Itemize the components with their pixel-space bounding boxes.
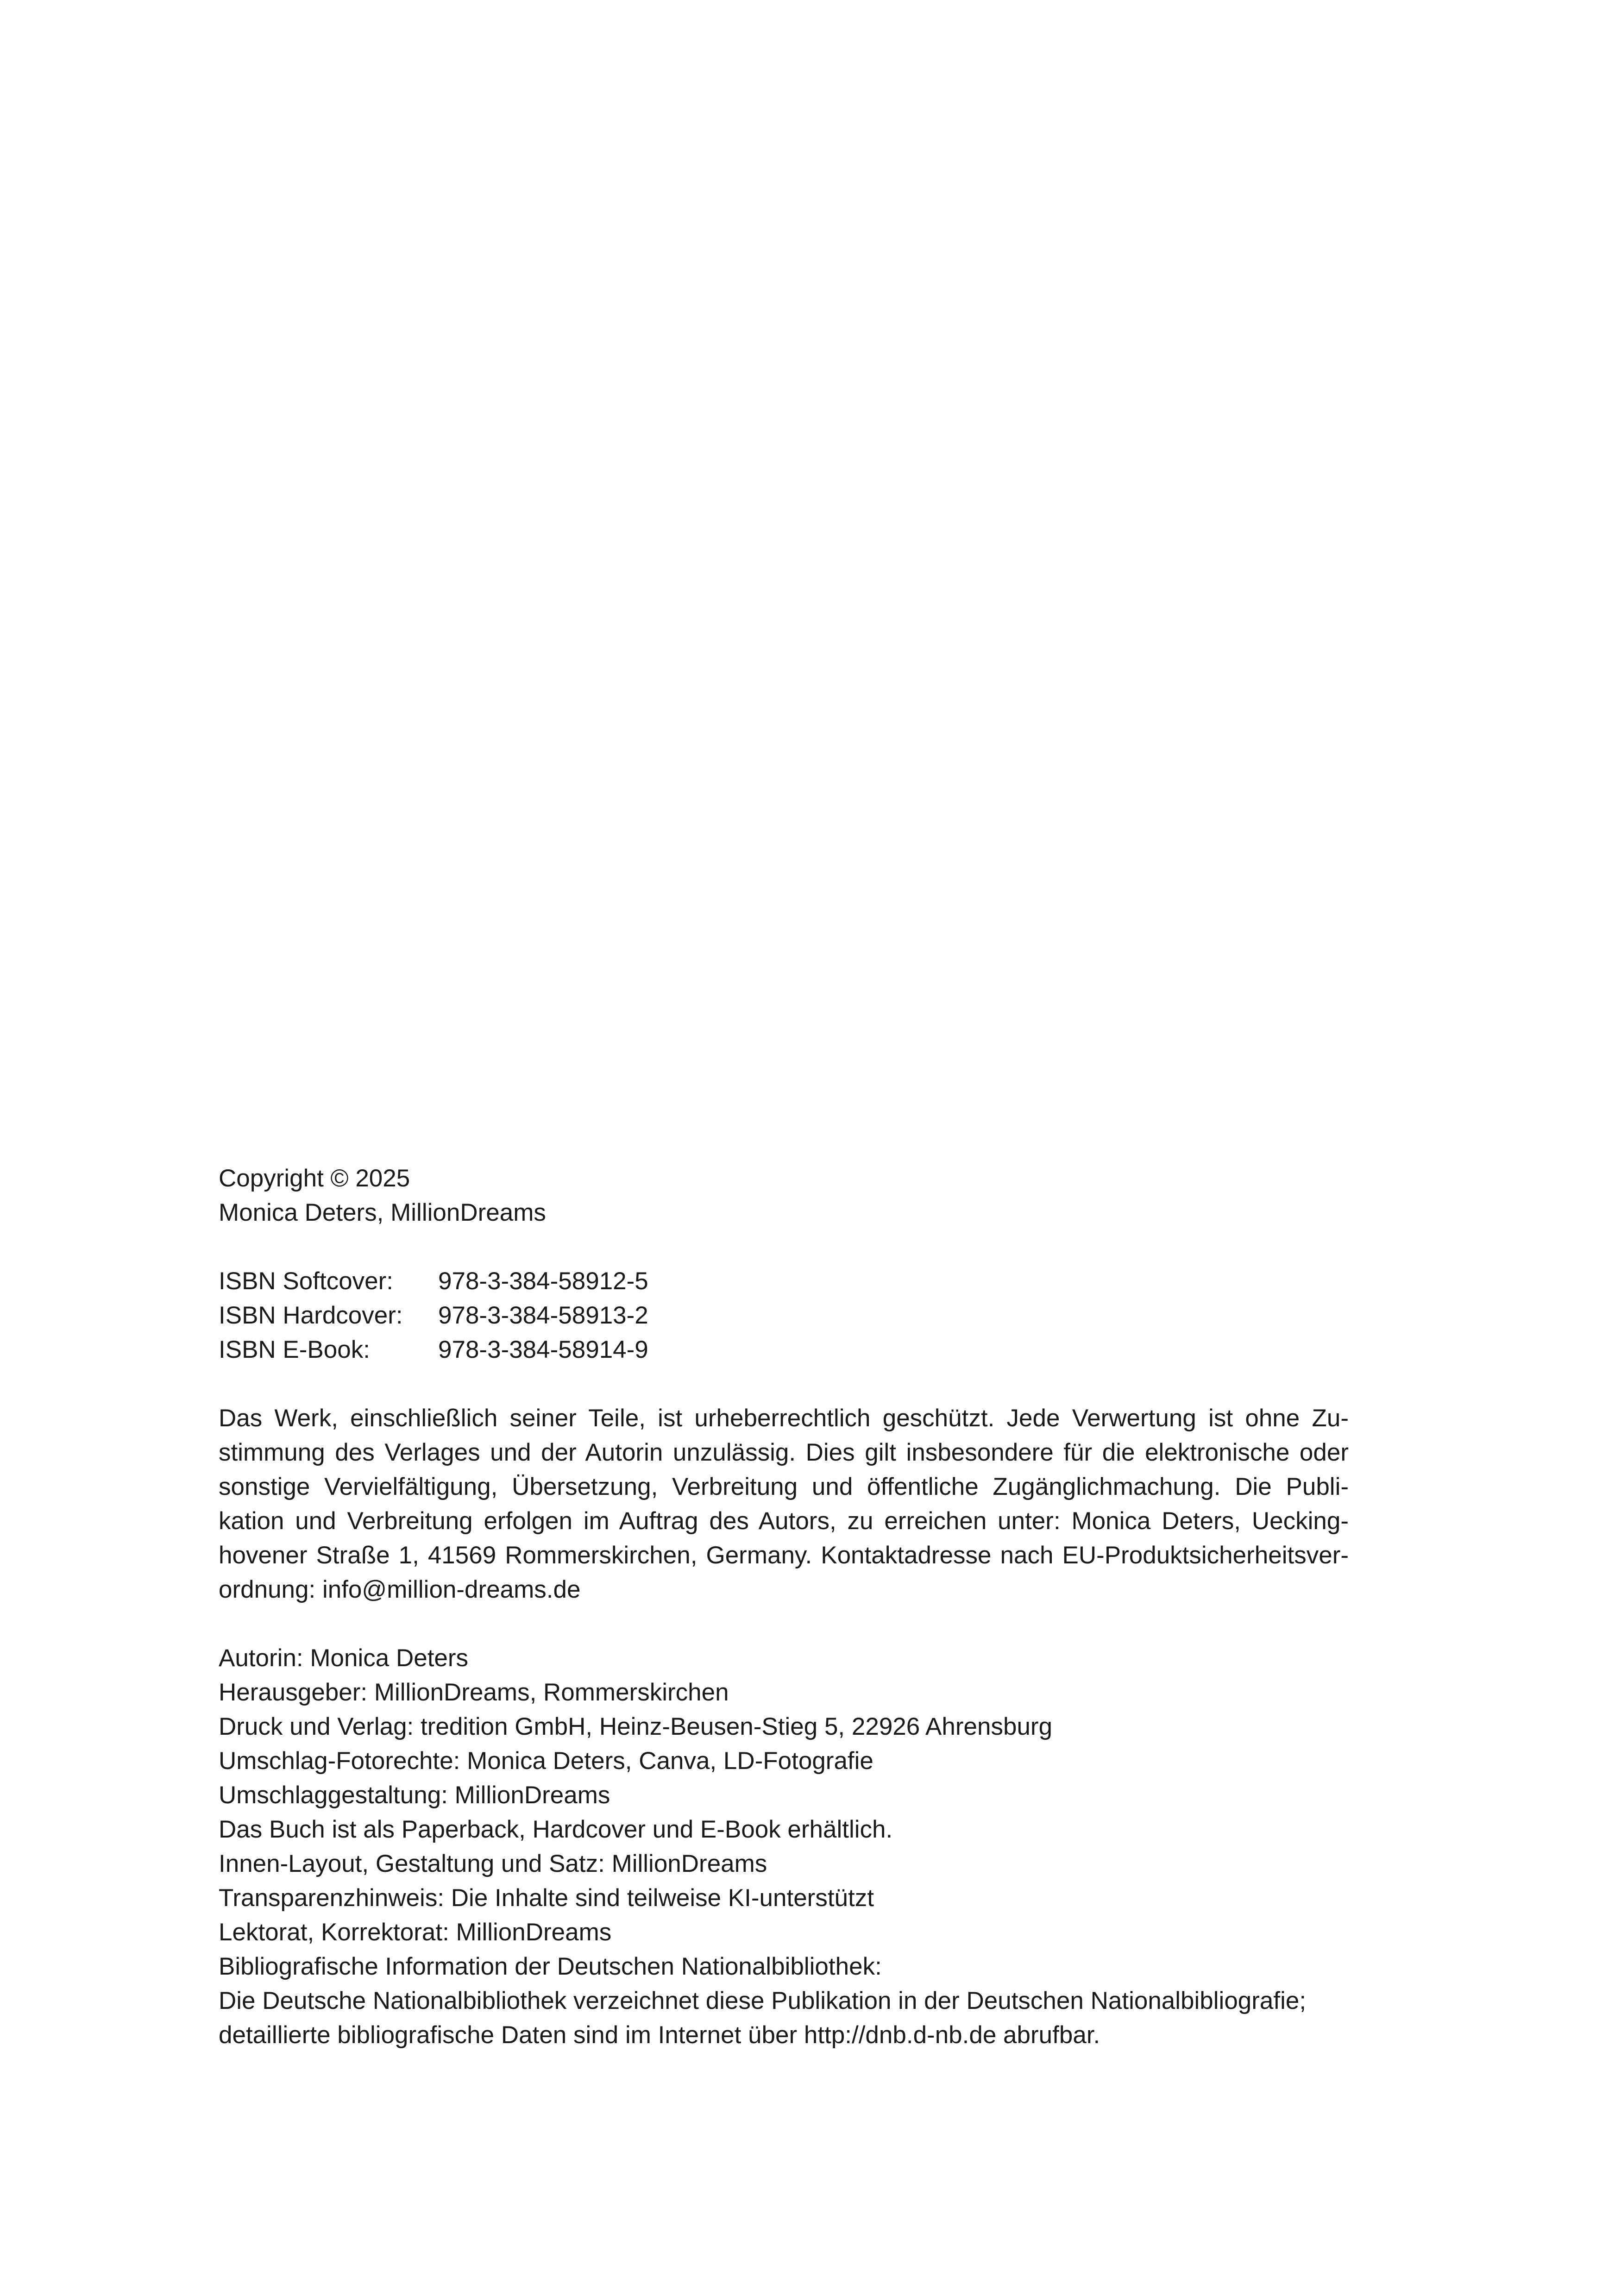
legal-notice: [219, 1401, 1349, 1607]
copyright-block: [219, 1161, 1349, 1230]
copyright-year: Copyright © 2025: [219, 1165, 410, 1192]
isbn-block: [219, 1264, 1349, 1367]
legal-notice-line: ordnung: info@million-dreams.de: [219, 1576, 581, 1603]
isbn-value: 978-3-384-58913-2: [438, 1302, 648, 1329]
legal-notice-line: kation und Verbreitung erfolgen im Auftrag des Autors, zu erreichen unter: Monica Deters, Uecking-: [219, 1507, 1349, 1535]
credit-bibliographic-heading: Bibliografische Information der Deutschen Nationalbibliothek:: [219, 1953, 882, 1980]
spacer: [219, 1607, 1349, 1641]
legal-notice-line: Das Werk, einschließlich seiner Teile, ist urheberrechtlich geschützt. Jede Verwertung ist ohne Zu-: [219, 1405, 1349, 1432]
credit-printing: Druck und Verlag: tredition GmbH, Heinz-Beusen-Stieg 5, 22926 Ahrensburg: [219, 1713, 1053, 1740]
isbn-label: ISBN Softcover:: [219, 1267, 394, 1295]
credit-cover-design: Umschlaggestaltung: MillionDreams: [219, 1782, 610, 1809]
spacer: [219, 1230, 1349, 1264]
legal-notice-line: hovener Straße 1, 41569 Rommerskirchen, Germany. Kontaktadresse nach EU-Produktsicherheitsver-: [219, 1542, 1349, 1569]
isbn-value: 978-3-384-58912-5: [438, 1267, 648, 1295]
isbn-label: ISBN E-Book:: [219, 1336, 370, 1363]
credit-bibliographic-link: detaillierte bibliografische Daten sind im Internet über http://dnb.d-nb.de abrufbar.: [219, 2021, 1100, 2049]
credit-bibliographic-text: Die Deutsche Nationalbibliothek verzeichnet diese Publikation in der Deutschen Nationalbibliografie;: [219, 1987, 1307, 2014]
credit-publisher: Herausgeber: MillionDreams, Rommerskirchen: [219, 1679, 729, 1706]
credit-layout: Innen-Layout, Gestaltung und Satz: MillionDreams: [219, 1850, 767, 1877]
legal-notice-line: stimmung des Verlages und der Autorin unzulässig. Dies gilt insbesondere für die elektronische oder: [219, 1439, 1349, 1466]
legal-notice-line: sonstige Vervielfältigung, Übersetzung, Verbreitung und öffentliche Zugänglichmachung. Die Publi-: [219, 1473, 1349, 1500]
isbn-value: 978-3-384-58914-9: [438, 1336, 648, 1363]
isbn-label: ISBN Hardcover:: [219, 1302, 403, 1329]
credit-author: Autorin: Monica Deters: [219, 1644, 469, 1672]
imprint-page: [219, 1161, 1349, 2052]
isbn-row-softcover: [219, 1264, 1349, 1299]
credit-formats: Das Buch ist als Paperback, Hardcover und E-Book erhältlich.: [219, 1816, 893, 1843]
copyright-holder: Monica Deters, MillionDreams: [219, 1199, 546, 1226]
spacer: [219, 1367, 1349, 1401]
credit-transparency: Transparenzhinweis: Die Inhalte sind teilweise KI-unterstützt: [219, 1884, 874, 1912]
isbn-row-hardcover: [219, 1299, 1349, 1333]
credit-editing: Lektorat, Korrektorat: MillionDreams: [219, 1919, 612, 1946]
credits-block: [219, 1641, 1349, 2052]
credit-cover-photo: Umschlag-Fotorechte: Monica Deters, Canva, LD-Fotografie: [219, 1747, 873, 1775]
isbn-row-ebook: [219, 1333, 1349, 1367]
